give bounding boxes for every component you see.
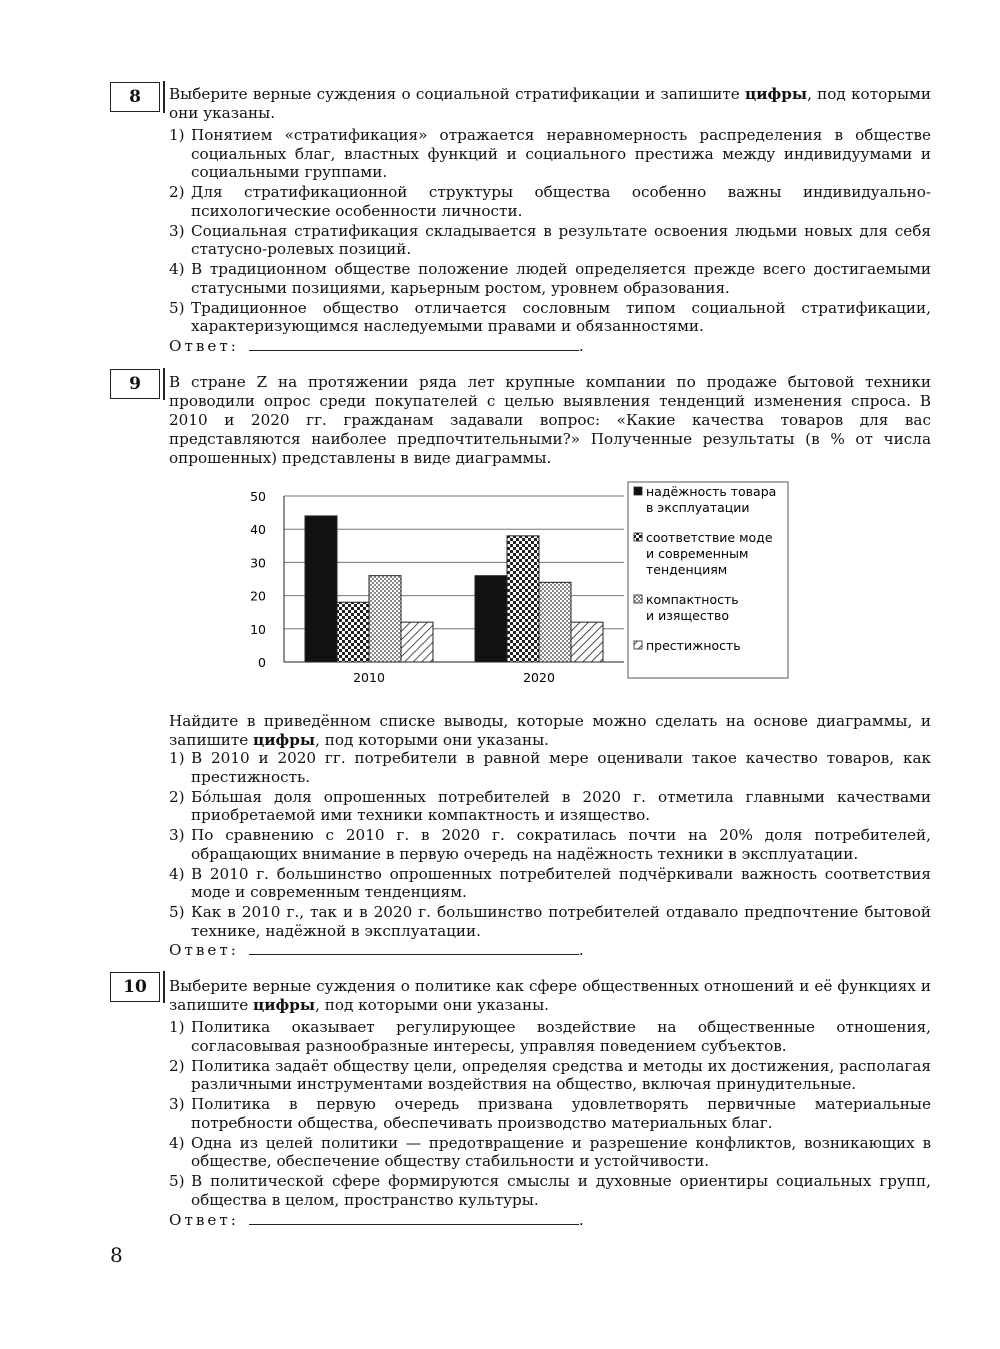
y-tick-label: 30 (250, 555, 266, 571)
answer-label: Ответ: (169, 941, 239, 959)
answer-label: Ответ: (169, 337, 239, 355)
option-text: Политика оказывает регулирующее воздействие на общественные отношения, согласовывая разнообразные интересы, управляя поведением субъектов. (191, 1018, 931, 1055)
option-number: 3) (169, 1095, 185, 1113)
option-text: По сравнению с 2010 г. в 2020 г. сократилась почти на 20% доля потребителей, обращающих внимание в первую очередь на надёжность техники в эксплуатации. (191, 826, 931, 863)
bar-2010-series-1 (305, 516, 337, 662)
answer-field[interactable] (169, 1210, 584, 1229)
answer-field[interactable] (169, 940, 584, 959)
bar-2010-series-2 (337, 602, 369, 662)
option-item (169, 1134, 931, 1171)
answer-dot: . (578, 337, 584, 355)
question-text (169, 85, 931, 123)
option-item (169, 1095, 931, 1132)
legend-label: компактность (646, 592, 739, 607)
option-item (169, 299, 931, 336)
bar-2020-series-1 (475, 576, 507, 662)
option-text: Как в 2010 г., так и в 2020 г. большинство потребителей отдавало предпочтение бытовой технике, надёжной в эксплуатации. (191, 903, 931, 940)
option-text: Бо́льшая доля опрошенных потребителей в 2020 г. отметила главными качествами приобретаемой ими техники компактность и изящество. (191, 787, 931, 824)
y-tick-label: 50 (250, 489, 266, 504)
question-suffix: , под которыми они указаны. (315, 996, 550, 1014)
bar-2020-series-3 (539, 582, 571, 662)
option-number: 3) (169, 221, 185, 240)
option-number: 1) (169, 749, 185, 767)
option-number: 2) (169, 787, 185, 806)
question-text: В стране Z на протяжении ряда лет крупные компании по продаже бытовой техники проводили опрос среди покупателей с целью выявления тенденций изменения спроса. В 2010 и 2020 гг. гражданам задавали вопрос: «Какие качества товаров для вас представляются наиболее предпочтительными?» Полученные результаты (в % от числа опрошенных) представлены в виде диаграммы. (169, 373, 931, 467)
question-bold: цифры (253, 996, 316, 1014)
question-suffix: , под которыми они указаны. (169, 85, 931, 122)
options-list (169, 749, 931, 942)
x-tick-label: 2020 (523, 670, 555, 685)
option-item (169, 788, 931, 825)
option-number: 1) (169, 126, 185, 144)
instruction-suffix: , под которыми они указаны. (315, 731, 550, 749)
answer-field[interactable] (169, 336, 584, 355)
question-text (169, 977, 931, 1015)
option-number: 5) (169, 903, 185, 921)
answer-dot: . (578, 941, 584, 959)
instruction-text (169, 712, 931, 750)
option-text: Традиционное общество отличается сословным типом социальной стратификации, характеризующимся наследуемыми правами и обязанностями. (191, 298, 931, 335)
option-item (169, 260, 931, 297)
bar-2010-series-3 (369, 576, 401, 662)
page-number: 8 (110, 1243, 123, 1267)
legend-label: соответствие моде (646, 530, 773, 545)
bar-chart (240, 478, 800, 688)
legend-label: престижность (646, 638, 741, 653)
option-item (169, 126, 931, 182)
option-text: Одна из целей политики — предотвращение и разрешение конфликтов, возникающих в обществе, обеспечение обществу стабильности и устойчивости. (191, 1133, 931, 1170)
option-number: 4) (169, 1133, 185, 1152)
option-text: В 2010 г. большинство опрошенных потребителей подчёркивали важность соответствия моде и современным тенденциям. (191, 864, 931, 901)
legend-swatch (634, 641, 642, 649)
option-item (169, 826, 931, 863)
options-list (169, 126, 931, 337)
instruction-prefix: Найдите в приведённом списке выводы, которые можно сделать на основе диаграммы, и запишите (169, 712, 931, 749)
option-text: Социальная стратификация складывается в результате освоения людьми новых для себя статусно-ролевых позиций. (191, 221, 931, 258)
option-number: 5) (169, 298, 185, 317)
question-prefix: Выберите верные суждения о социальной стратификации и запишите (169, 85, 746, 103)
option-number: 5) (169, 1172, 185, 1190)
y-tick-label: 10 (250, 621, 266, 637)
option-item (169, 865, 931, 902)
option-item (169, 749, 931, 786)
option-item (169, 222, 931, 259)
task-number: 10 (110, 972, 160, 1002)
option-number: 1) (169, 1018, 185, 1036)
answer-line[interactable] (249, 940, 579, 955)
option-item (169, 903, 931, 940)
bar-2010-series-4 (401, 622, 433, 662)
option-number: 4) (169, 260, 185, 278)
answer-label: Ответ: (169, 1211, 239, 1229)
legend-swatch (634, 595, 642, 603)
option-text: Понятием «стратификация» отражается неравномерность распределения в обществе социальных благ, властных функций и социального престижа между индивидуумами и социальными группами. (191, 126, 931, 181)
answer-line[interactable] (249, 336, 579, 351)
bar-2020-series-2 (507, 536, 539, 662)
question-prefix: Выберите верные суждения о политике как сфере общественных отношений и её функциях и запишите (169, 977, 931, 1014)
answer-dot: . (578, 1211, 584, 1229)
x-tick-label: 2010 (353, 670, 385, 685)
bar-2020-series-4 (571, 622, 603, 662)
legend-label: и современным (646, 546, 749, 561)
y-tick-label: 0 (258, 655, 266, 670)
legend-label: в эксплуатации (646, 500, 750, 515)
legend-label: надёжность товара (646, 484, 777, 499)
task-number: 9 (110, 369, 160, 399)
option-number: 3) (169, 826, 185, 844)
option-text: Политика в первую очередь призвана удовлетворять первичные материальные потребности общества, обеспечивать производство материальных благ. (191, 1095, 931, 1132)
option-text: В 2010 и 2020 гг. потребители в равной мере оценивали такое качество товаров, как престижность. (191, 749, 931, 786)
task-number: 8 (110, 82, 160, 112)
question-bold: цифры (745, 85, 808, 103)
option-text: В политической сфере формируются смыслы и духовные ориентиры социальных групп, общества в целом, пространство культуры. (191, 1172, 931, 1209)
y-tick-label: 20 (250, 588, 266, 604)
legend-swatch (634, 487, 642, 495)
option-text: Для стратификационной структуры общества особенно важны индивидуально-психологические особенности личности. (191, 183, 931, 220)
option-number: 2) (169, 183, 185, 201)
option-item (169, 1172, 931, 1209)
option-text: В традиционном обществе положение людей определяется прежде всего достигаемыми статусными позициями, карьерным ростом, уровнем образования. (191, 260, 931, 297)
legend-label: тенденциям (646, 562, 728, 577)
options-list (169, 1018, 931, 1211)
legend-swatch (634, 533, 642, 541)
option-item (169, 1057, 931, 1094)
option-item (169, 183, 931, 220)
option-item (169, 1018, 931, 1055)
instruction-bold: цифры (253, 731, 316, 749)
option-number: 4) (169, 864, 185, 883)
option-number: 2) (169, 1056, 185, 1075)
answer-line[interactable] (249, 1210, 579, 1225)
y-tick-label: 40 (250, 522, 266, 538)
legend-label: и изящество (646, 608, 730, 623)
option-text: Политика задаёт обществу цели, определяя средства и методы их достижения, располагая различными инструментами воздействия на общество, включая принудительные. (191, 1056, 931, 1093)
